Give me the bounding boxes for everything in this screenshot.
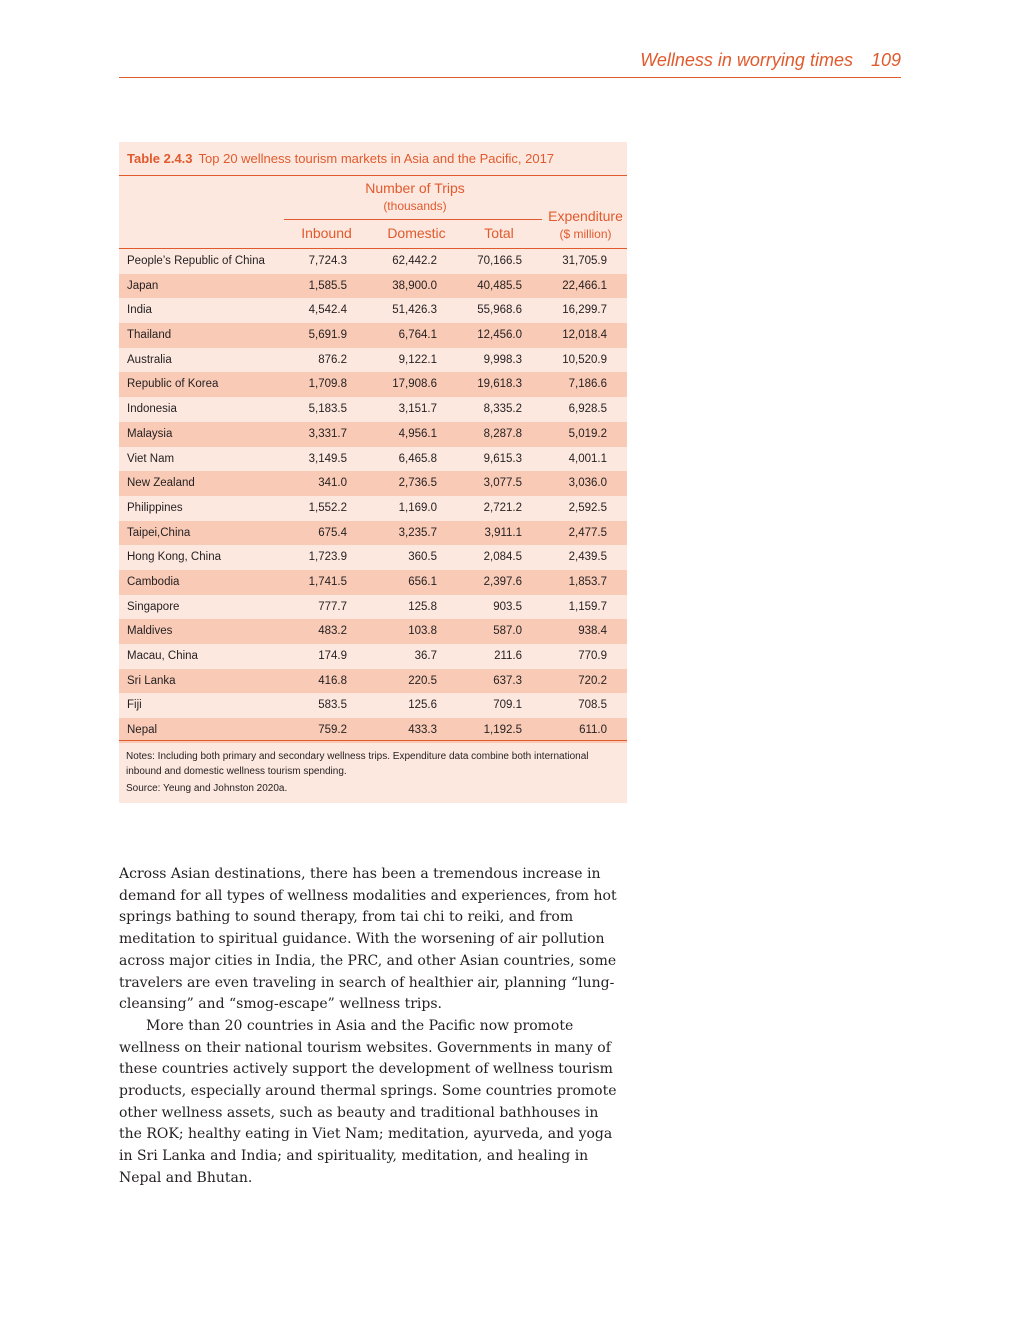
cell-total: 19,618.3 [477, 378, 522, 391]
cell-expenditure: 2,439.5 [568, 551, 607, 564]
page-number: 109 [870, 50, 901, 70]
cell-country: New Zealand [127, 477, 195, 490]
table-row [119, 619, 627, 644]
cell-country: People’s Republic of China [127, 255, 265, 267]
cell-domestic: 38,900.0 [392, 279, 437, 292]
table-label: Table 2.4.3 [127, 151, 193, 166]
table-row [119, 298, 627, 323]
cell-domestic: 3,151.7 [398, 403, 437, 416]
table-row [119, 397, 627, 422]
cell-inbound: 5,183.5 [308, 403, 347, 416]
cell-country: Cambodia [127, 575, 180, 588]
cell-total: 70,166.5 [477, 255, 522, 267]
cell-domestic: 656.1 [408, 575, 437, 588]
cell-inbound: 483.2 [318, 625, 347, 638]
table-caption: Top 20 wellness tourism markets in Asia and the Pacific, 2017 [198, 151, 555, 166]
header-number-of-trips: Number of Trips [365, 180, 465, 196]
cell-expenditure: 5,019.2 [568, 427, 607, 440]
cell-inbound: 876.2 [318, 353, 347, 366]
table-row [119, 545, 627, 570]
cell-inbound: 675.4 [318, 526, 347, 539]
cell-expenditure: 12,018.4 [562, 329, 607, 342]
cell-domestic: 9,122.1 [398, 353, 437, 366]
table-source: Source: Yeung and Johnston 2020a. [126, 783, 288, 794]
cell-inbound: 7,724.3 [308, 255, 347, 267]
cell-domestic: 62,442.2 [392, 255, 437, 267]
cell-total: 8,335.2 [483, 403, 522, 416]
cell-country: Fiji [127, 699, 142, 712]
cell-domestic: 433.3 [408, 724, 437, 737]
table-row [119, 348, 627, 373]
cell-total: 637.3 [493, 674, 522, 687]
cell-expenditure: 31,705.9 [562, 255, 607, 267]
cell-country: Sri Lanka [127, 674, 176, 687]
data-table [119, 142, 627, 803]
running-head-title: Wellness in worrying times [640, 50, 853, 70]
cell-inbound: 1,709.8 [308, 378, 347, 391]
cell-domestic: 17,908.6 [392, 378, 437, 391]
cell-total: 903.5 [493, 600, 522, 613]
cell-expenditure: 22,466.1 [562, 279, 607, 292]
cell-domestic: 125.6 [408, 699, 437, 712]
cell-expenditure: 3,036.0 [568, 477, 607, 490]
table-row [119, 496, 627, 521]
cell-inbound: 174.9 [318, 650, 347, 662]
cell-total: 55,968.6 [477, 304, 522, 317]
cell-total: 2,084.5 [483, 551, 522, 564]
cell-inbound: 1,723.9 [308, 551, 347, 564]
table-row [119, 323, 627, 348]
table-notes: Notes: Including both primary and secondary wellness trips. Expenditure data combine both international inbound and domestic wellness tourism spending. [126, 751, 589, 777]
cell-total: 587.0 [493, 625, 522, 638]
cell-country: Japan [127, 279, 159, 292]
header-expenditure-unit: ($ million) [559, 227, 612, 241]
cell-expenditure: 4,001.1 [568, 452, 607, 465]
cell-total: 9,998.3 [483, 353, 522, 366]
cell-expenditure: 611.0 [579, 724, 607, 737]
cell-inbound: 777.7 [318, 600, 347, 613]
table-row [119, 422, 627, 447]
cell-expenditure: 2,592.5 [568, 501, 607, 514]
cell-domestic: 51,426.3 [392, 304, 437, 317]
cell-inbound: 4,542.4 [308, 304, 347, 317]
cell-expenditure: 10,520.9 [562, 353, 607, 366]
header-total: Total [484, 225, 514, 241]
cell-inbound: 1,552.2 [308, 501, 347, 514]
cell-total: 12,456.0 [477, 329, 522, 342]
cell-total: 2,721.2 [483, 501, 522, 514]
cell-expenditure: 708.5 [578, 699, 607, 712]
cell-expenditure: 16,299.7 [562, 304, 607, 317]
table-row [119, 570, 627, 595]
cell-domestic: 36.7 [414, 650, 437, 662]
table-body [119, 249, 627, 743]
table-top-rule [119, 175, 627, 176]
cell-domestic: 6,764.1 [398, 329, 437, 342]
header-expenditure: Expenditure [548, 208, 623, 224]
paragraph-2: More than 20 countries in Asia and the Pacific now promote wellness on their national tourism websites. Governments in many of these countries actively support the development of wellness tourism products, especially around thermal springs. Some countries promote other wellness assets, such as beauty and traditional bathhouses in the ROK; healthy eating in Viet Nam; meditation, ayurveda, and yoga in Sri Lanka and India; and spirituality, meditation, and healing in Nepal and Bhutan. [119, 1017, 617, 1186]
cell-country: Philippines [127, 501, 183, 514]
cell-expenditure: 1,853.7 [568, 575, 607, 588]
cell-domestic: 220.5 [408, 674, 437, 687]
cell-domestic: 1,169.0 [398, 501, 437, 514]
cell-domestic: 360.5 [408, 551, 437, 564]
cell-domestic: 6,465.8 [398, 452, 437, 465]
cell-total: 3,911.1 [484, 526, 522, 539]
cell-expenditure: 2,477.5 [568, 526, 607, 539]
table-row [119, 669, 627, 694]
cell-domestic: 4,956.1 [398, 427, 437, 440]
cell-domestic: 3,235.7 [398, 526, 437, 539]
cell-country: Macau, China [127, 650, 198, 662]
cell-total: 3,077.5 [483, 477, 522, 490]
cell-inbound: 759.2 [318, 724, 347, 737]
cell-domestic: 125.8 [408, 600, 437, 613]
table-row [119, 521, 627, 546]
paragraph-1: Across Asian destinations, there has been a tremendous increase in demand for all types of wellness modalities and experiences, from hot springs bathing to sound therapy, from tai chi to reiki, and from meditation to spiritual guidance. With the worsening of air pollution across major cities in India, the PRC, and other Asian countries, some travelers are even traveling in search of healthier air, planning “lung-cleansing” and “smog-escape” wellness trips. [119, 866, 617, 1013]
header-inbound: Inbound [301, 225, 352, 241]
cell-total: 709.1 [493, 699, 522, 712]
table-row [119, 447, 627, 472]
body-text [119, 864, 619, 1190]
table-row [119, 249, 627, 274]
table-row [119, 274, 627, 299]
table-row [119, 471, 627, 496]
header-subrule [284, 219, 542, 220]
cell-expenditure: 770.9 [578, 650, 607, 662]
header-trips-unit: (thousands) [383, 199, 447, 213]
cell-total: 2,397.6 [483, 575, 522, 588]
cell-inbound: 583.5 [318, 699, 347, 712]
cell-total: 9,615.3 [483, 452, 522, 465]
cell-inbound: 416.8 [318, 674, 347, 687]
cell-country: Malaysia [127, 427, 173, 440]
cell-expenditure: 7,186.6 [568, 378, 607, 391]
cell-country: Indonesia [127, 403, 177, 416]
cell-inbound: 5,691.9 [308, 329, 347, 342]
cell-expenditure: 720.2 [578, 674, 607, 687]
cell-country: Thailand [127, 329, 172, 342]
cell-inbound: 3,149.5 [308, 452, 347, 465]
cell-country: Taipei,China [127, 526, 191, 539]
cell-country: Australia [127, 353, 172, 366]
cell-country: Maldives [127, 625, 173, 638]
cell-expenditure: 1,159.7 [568, 600, 607, 613]
cell-total: 211.6 [494, 650, 522, 662]
cell-total: 40,485.5 [477, 279, 522, 292]
cell-expenditure: 6,928.5 [568, 403, 607, 416]
cell-domestic: 2,736.5 [398, 477, 437, 490]
table-bottom-rule [119, 740, 627, 741]
header-domestic: Domestic [387, 225, 446, 241]
cell-domestic: 103.8 [408, 625, 437, 638]
running-head [119, 50, 901, 78]
cell-total: 8,287.8 [483, 427, 522, 440]
cell-inbound: 1,741.5 [308, 575, 347, 588]
cell-country: India [127, 304, 152, 317]
cell-total: 1,192.5 [483, 724, 522, 737]
table-title [127, 151, 554, 166]
cell-country: Hong Kong, China [127, 551, 221, 564]
cell-country: Republic of Korea [127, 378, 219, 391]
cell-inbound: 3,331.7 [308, 427, 347, 440]
cell-country: Singapore [127, 600, 180, 613]
cell-inbound: 341.0 [318, 477, 347, 490]
cell-expenditure: 938.4 [578, 625, 607, 638]
cell-country: Viet Nam [127, 452, 175, 465]
table-row [119, 693, 627, 718]
cell-inbound: 1,585.5 [308, 279, 347, 292]
table-row [119, 644, 627, 669]
cell-country: Nepal [127, 724, 158, 737]
table-row [119, 372, 627, 397]
table-row [119, 595, 627, 620]
